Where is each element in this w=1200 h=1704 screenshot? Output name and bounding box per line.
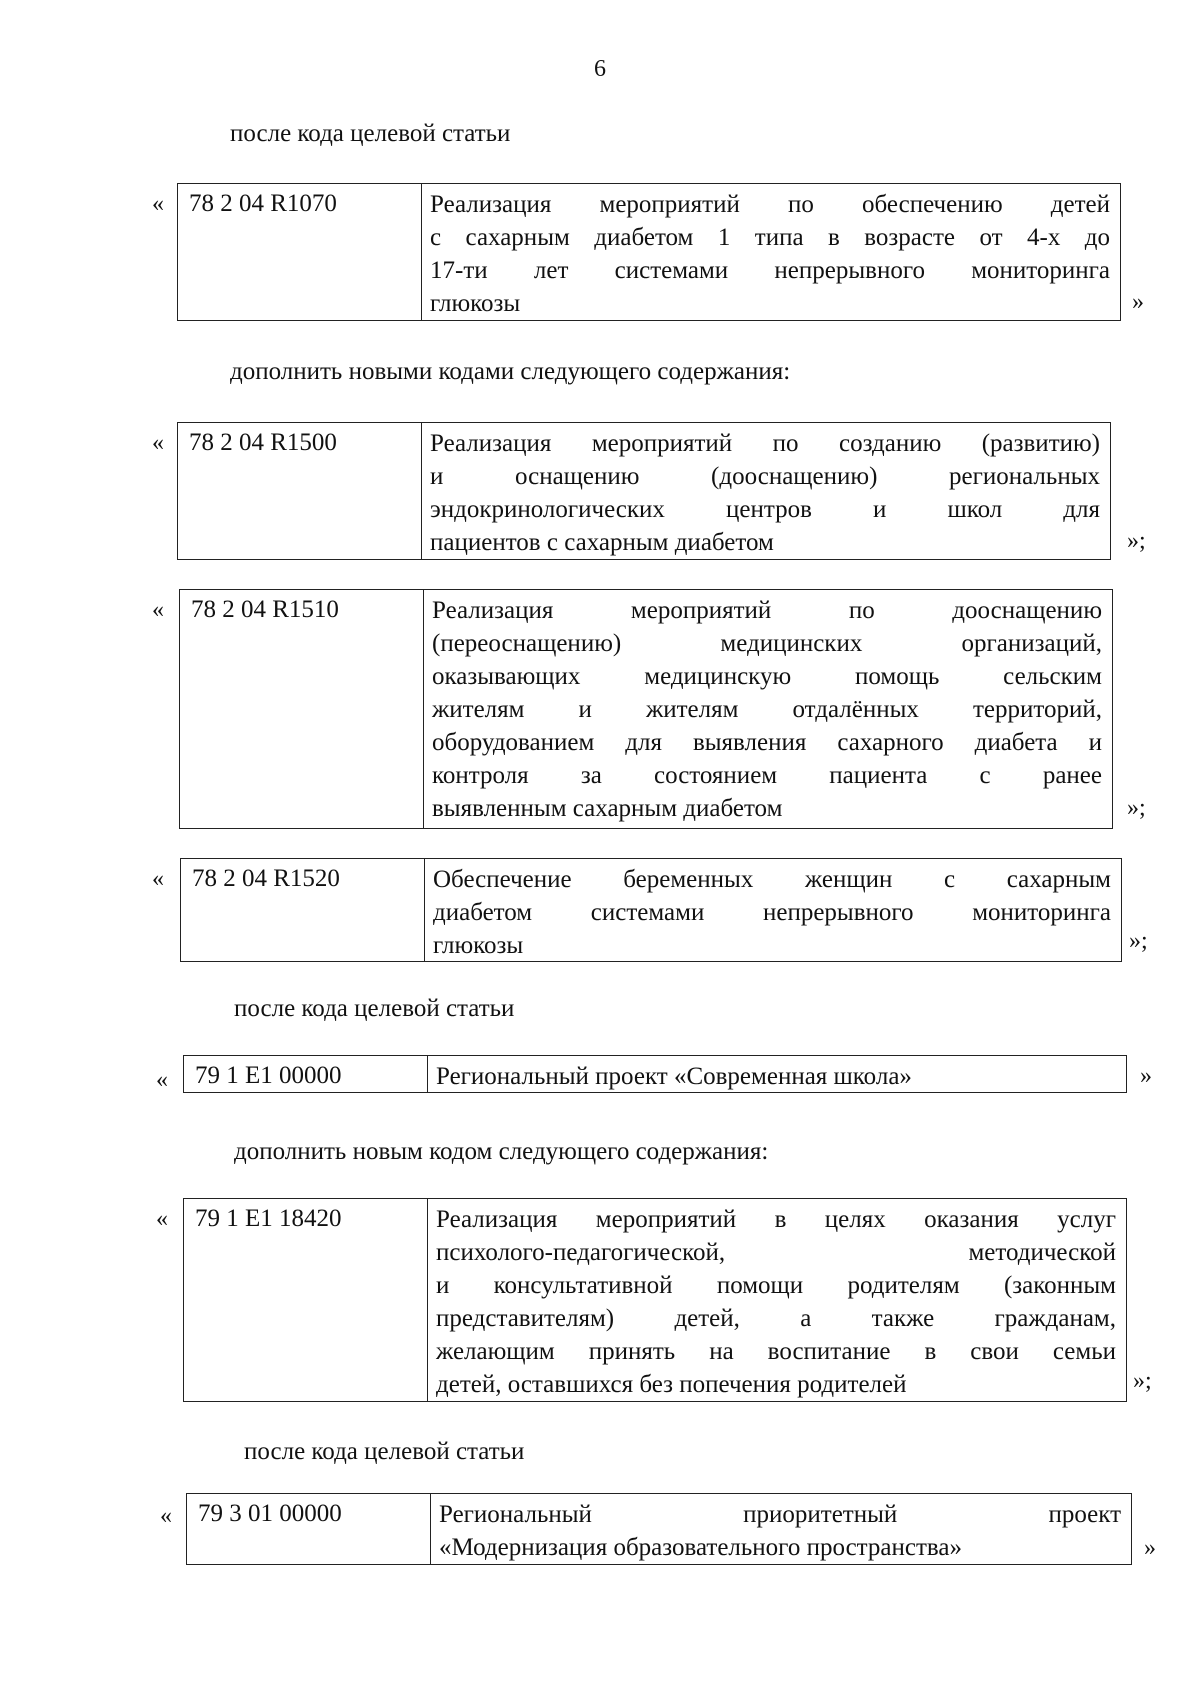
target-code: 79 1 E1 18420 (184, 1199, 428, 1401)
code-description (431, 1494, 1131, 1564)
instruction-after-code-1: после кода целевой статьи (230, 120, 511, 147)
open-quote: « (152, 597, 164, 623)
description-line: контроля за состоянием пациента с ранее (432, 762, 1102, 789)
description-line: жителям и жителям отдалённых территорий, (432, 696, 1102, 723)
description-line: и консультативной помощи родителям (законным (436, 1272, 1116, 1299)
description-line: Реализация мероприятий в целях оказания услуг (436, 1206, 1116, 1233)
description-line: (переоснащению) медицинских организаций, (432, 630, 1102, 657)
instruction-after-code-3: после кода целевой статьи (244, 1438, 525, 1465)
description-line: оборудованием для выявления сахарного диабета и (432, 729, 1102, 756)
open-quote: « (152, 191, 164, 217)
close-quote-semicolon: »; (1133, 1368, 1152, 1394)
code-table (180, 858, 1122, 962)
close-quote: » (1140, 1063, 1152, 1089)
description-line: желающим принять на воспитание в свои семьи (436, 1338, 1116, 1365)
target-code: 79 3 01 00000 (187, 1494, 431, 1564)
target-code: 79 1 E1 00000 (184, 1056, 428, 1092)
open-quote: « (160, 1503, 172, 1529)
description-line: Реализация мероприятий по созданию (развитию) (430, 430, 1100, 457)
close-quote-semicolon: »; (1127, 528, 1146, 554)
description-line: представителям) детей, а также гражданам, (436, 1305, 1116, 1332)
description-line: выявленным сахарным диабетом (432, 795, 783, 822)
instruction-add-code: дополнить новым кодом следующего содержания: (234, 1138, 769, 1165)
description-line: Региональный проект «Современная школа» (436, 1063, 912, 1090)
description-line: пациентов с сахарным диабетом (430, 529, 774, 556)
page-number: 6 (594, 56, 606, 82)
instruction-add-codes: дополнить новыми кодами следующего содержания: (230, 358, 791, 385)
open-quote: « (156, 1067, 168, 1093)
instruction-after-code-2: после кода целевой статьи (234, 995, 515, 1022)
code-description (428, 1056, 1126, 1092)
description-line: глюкозы (433, 932, 524, 959)
description-line: оказывающих медицинскую помощь сельским (432, 663, 1102, 690)
target-code: 78 2 04 R1070 (178, 184, 422, 320)
code-description (422, 184, 1120, 320)
target-code: 78 2 04 R1500 (178, 423, 422, 559)
close-quote: » (1132, 289, 1144, 315)
description-line: 17-ти лет системами непрерывного мониторинга (430, 257, 1110, 284)
code-description (424, 590, 1112, 828)
close-quote: » (1144, 1535, 1156, 1561)
code-table (183, 1055, 1127, 1093)
code-table (177, 183, 1121, 321)
code-description (428, 1199, 1126, 1401)
open-quote: « (152, 866, 164, 892)
open-quote: « (152, 430, 164, 456)
description-line: детей, оставшихся без попечения родителей (436, 1371, 907, 1398)
description-line: глюкозы (430, 290, 521, 317)
code-description (425, 859, 1121, 961)
description-line: Региональный приоритетный проект (439, 1501, 1121, 1528)
description-line: эндокринологических центров и школ для (430, 496, 1100, 523)
description-line: психолого-педагогической, методической (436, 1239, 1116, 1266)
description-line: диабетом системами непрерывного мониторинга (433, 899, 1111, 926)
description-line: с сахарным диабетом 1 типа в возрасте от 4-х до (430, 224, 1110, 251)
code-table (177, 422, 1111, 560)
close-quote-semicolon: »; (1129, 928, 1148, 954)
code-table (183, 1198, 1127, 1402)
description-line: Обеспечение беременных женщин с сахарным (433, 866, 1111, 893)
close-quote-semicolon: »; (1127, 795, 1146, 821)
target-code: 78 2 04 R1510 (180, 590, 424, 828)
code-table (186, 1493, 1132, 1565)
description-line: Реализация мероприятий по дооснащению (432, 597, 1102, 624)
code-table (179, 589, 1113, 829)
open-quote: « (156, 1206, 168, 1232)
code-description (422, 423, 1110, 559)
description-line: и оснащению (дооснащению) региональных (430, 463, 1100, 490)
target-code: 78 2 04 R1520 (181, 859, 425, 961)
description-line: Реализация мероприятий по обеспечению детей (430, 191, 1110, 218)
description-line: «Модернизация образовательного пространства» (439, 1534, 962, 1561)
